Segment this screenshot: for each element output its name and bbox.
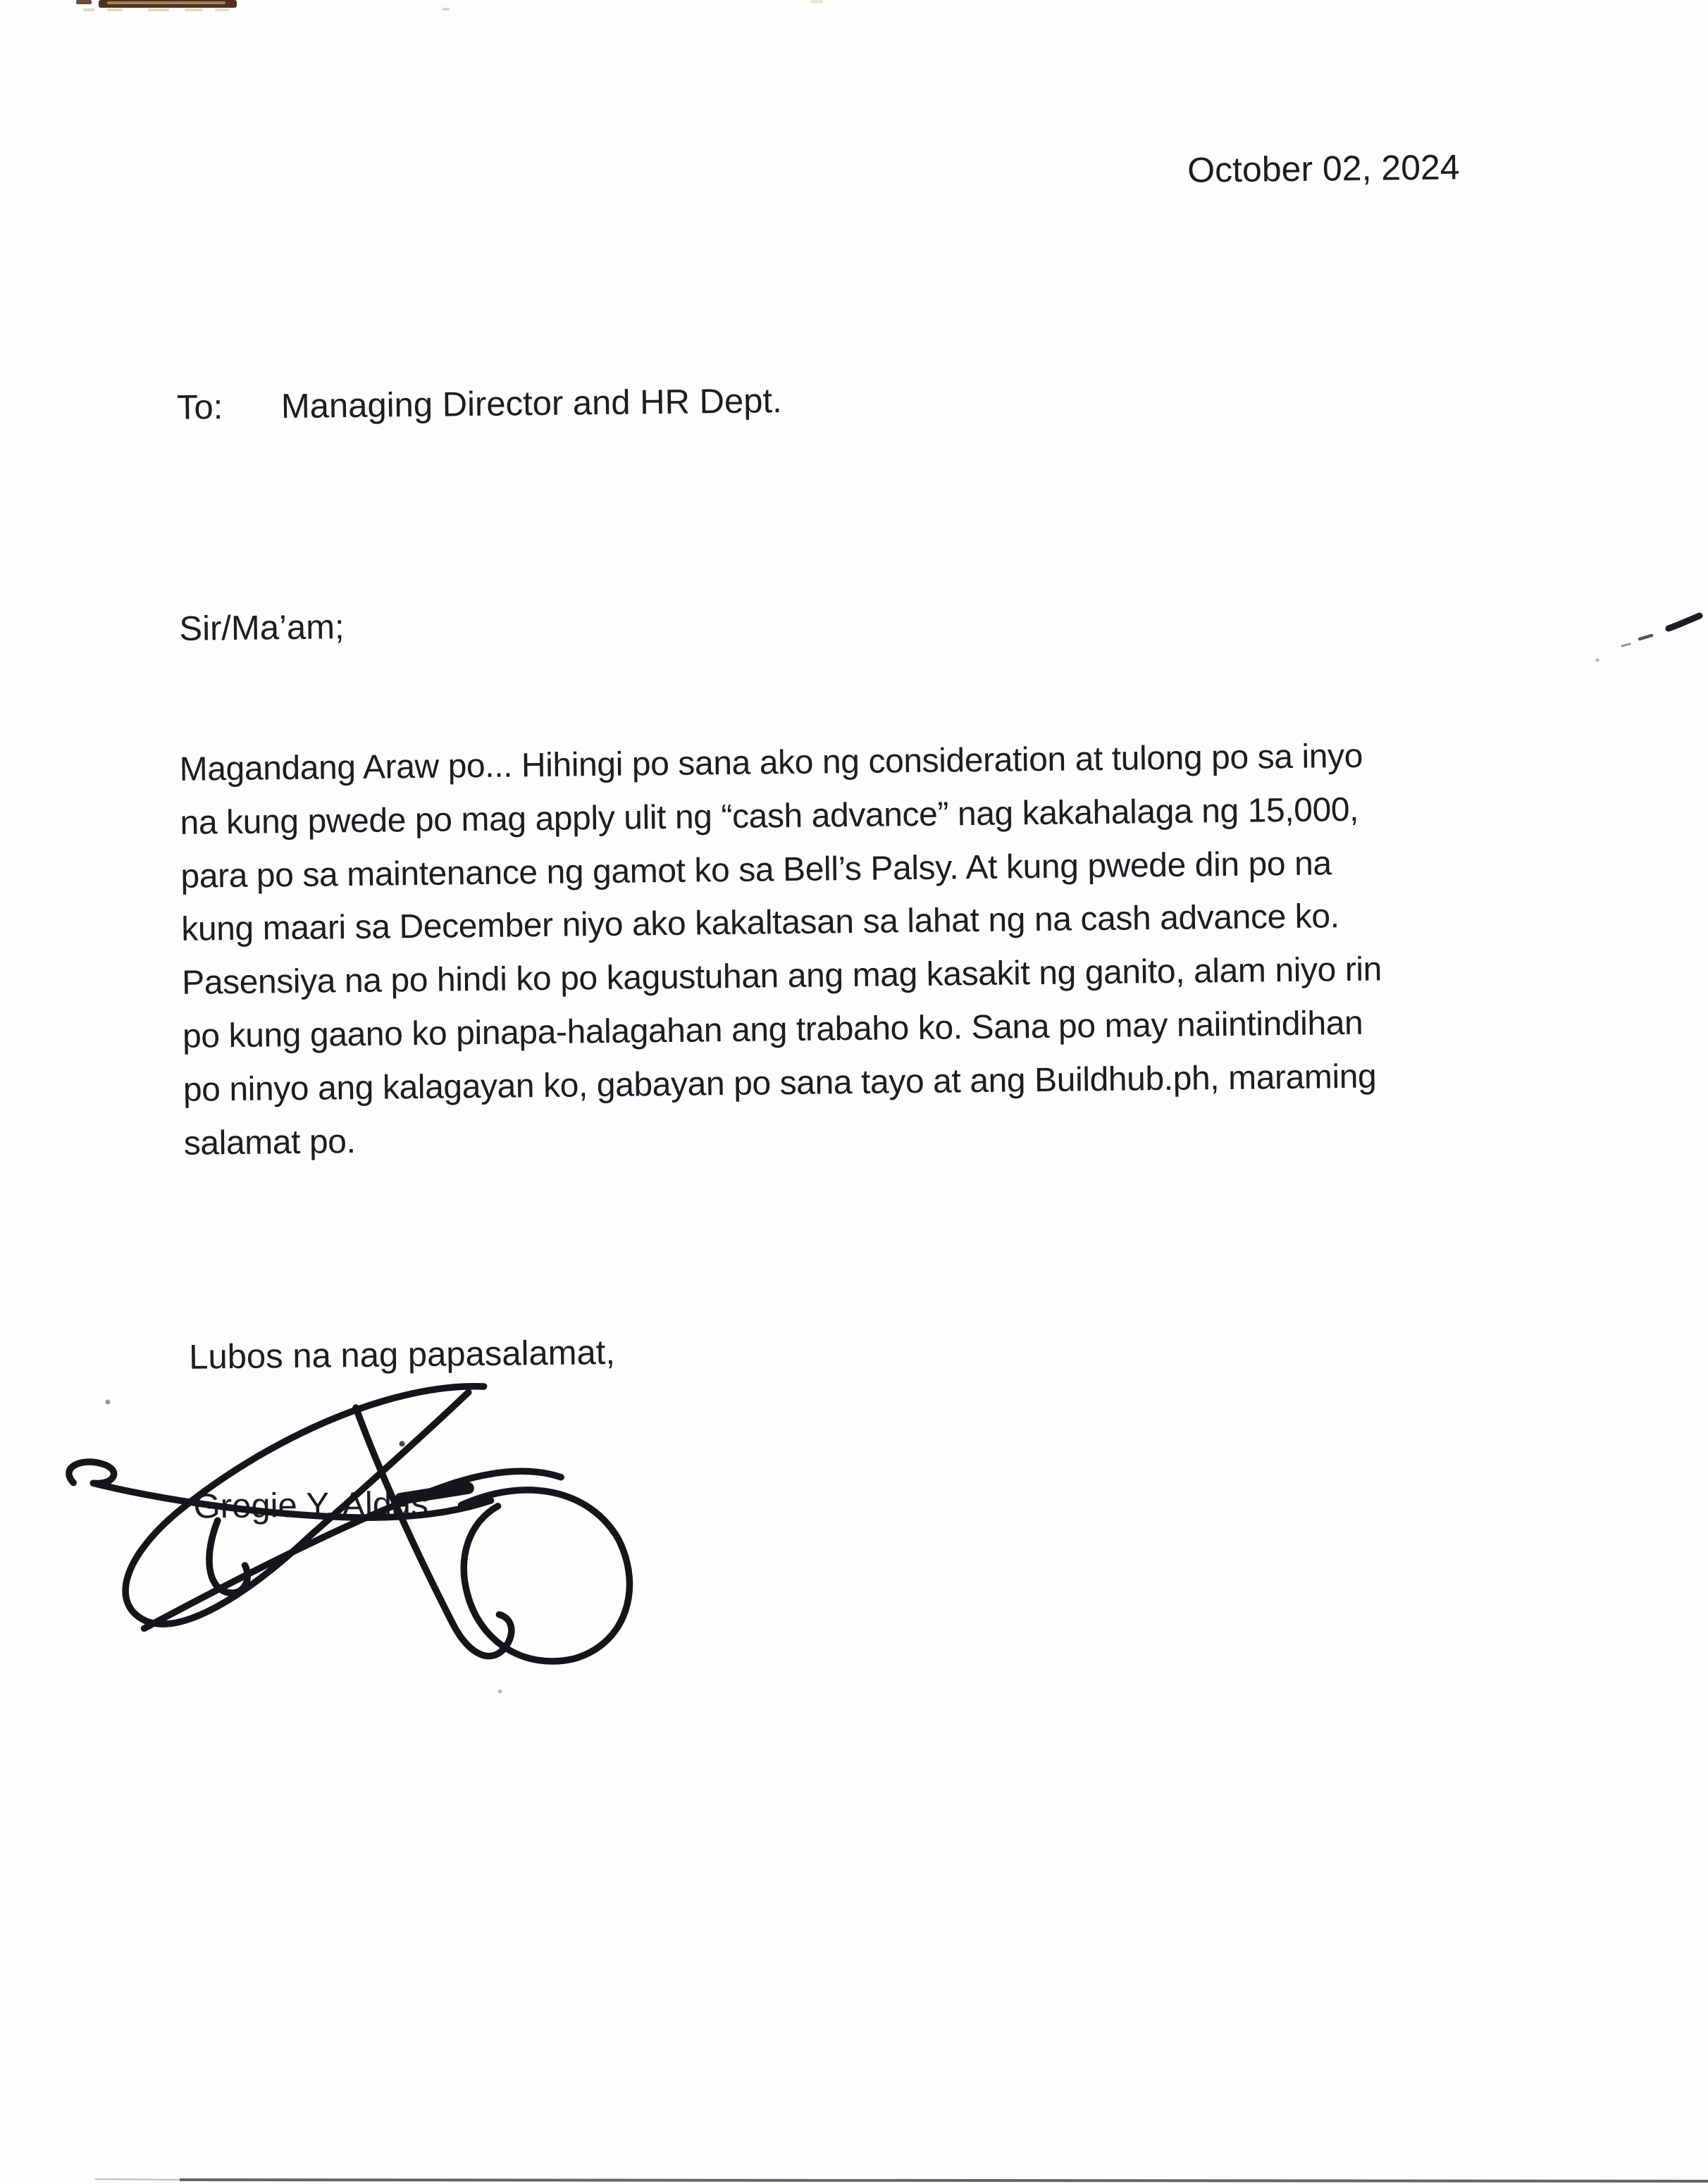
body-line: po ninyo ang kalagayan ko, gabayan po sana tayo at ang Buildhub.ph, maraming bbox=[182, 1057, 1377, 1109]
body-line: Magandang Araw po... Hihingi po sana ako ng consideration at tulong po sa inyo bbox=[179, 737, 1363, 788]
recipient-line bbox=[177, 381, 782, 428]
signer-name: Gregie Y. Aldas bbox=[193, 1484, 429, 1526]
closing-line: Lubos na nag papasalamat, bbox=[188, 1333, 616, 1377]
recipient-value: Managing Director and HR Dept. bbox=[280, 382, 783, 426]
body-line: na kung pwede po mag apply ulit ng “cash advance” nag kakahalaga ng 15,000, bbox=[180, 790, 1359, 842]
body-line: salamat po. bbox=[183, 1122, 356, 1162]
salutation: Sir/Ma’am; bbox=[179, 608, 345, 648]
body-line: po kung gaano ko pinapa-halagahan ang trabaho ko. Sana po may naiintindihan bbox=[182, 1004, 1363, 1055]
body-line: para po sa maintenance ng gamot ko sa Bell’s Palsy. At kung pwede din po na bbox=[180, 844, 1332, 895]
recipient-label: To: bbox=[176, 388, 223, 427]
letter-body bbox=[179, 730, 1384, 1171]
body-line: Pasensiya na po hindi ko po kagustuhan ang mag kasakit ng ganito, alam niyo rin bbox=[181, 950, 1382, 1002]
body-line: kung maari sa December niyo ako kakaltasan sa lahat ng na cash advance ko. bbox=[181, 898, 1339, 949]
letter-date: October 02, 2024 bbox=[1187, 147, 1460, 190]
